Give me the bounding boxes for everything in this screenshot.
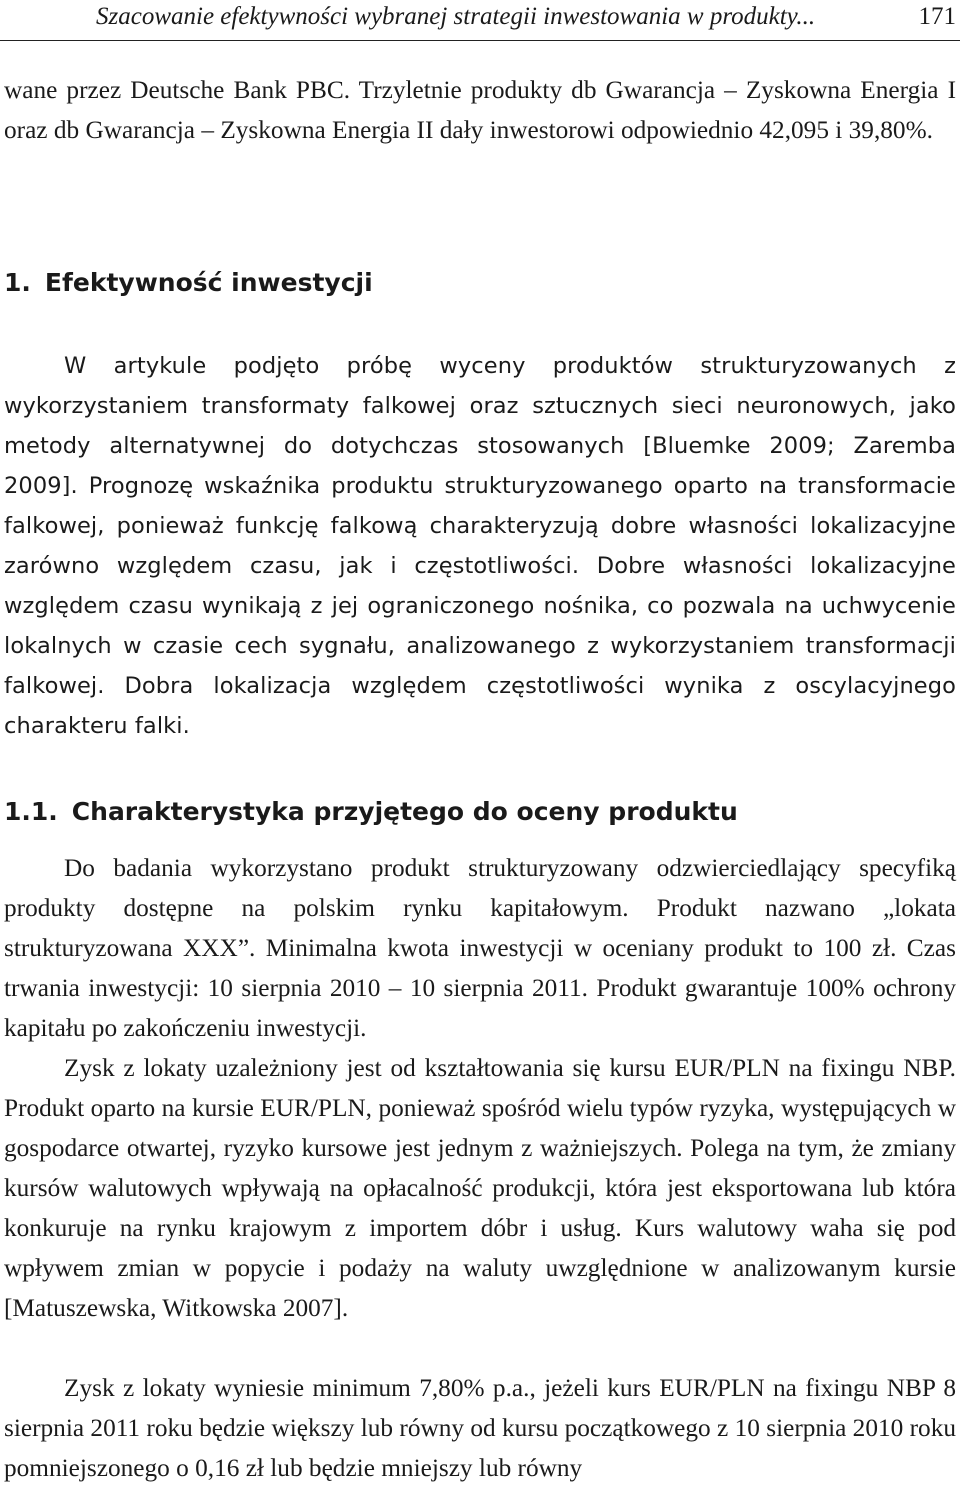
body-paragraph: Zysk z lokaty wyniesie minimum 7,80% p.a., jeżeli kurs EUR/PLN na fixingu NBP 8 sierpnia 2011 roku będzie większy lub równy od kursu początkowego z 10 sierpnia 2010 roku pomniejszonego o 0,16 zł lub będzie mniejszy lub równy xyxy=(4,1374,956,1482)
section-1-paragraph: W artykule podjęto próbę wyceny produktów strukturyzowanych z wykorzystaniem transformaty falkowej oraz sztucznych sieci neuronowych, jako metody alternatywnej do dotychczas stosowanych [Bluemke 2009; Zaremba 2009]. Prognozę wskaźnika produktu strukturyzowanego oparto na transformacie falkowej, ponieważ funkcję falkową charakteryzują dobre własności lokalizacyjne zarówno względem czasu, jak i częstotliwości. Dobre własności lokalizacyjne względem czasu wynikają z jej ograniczonego nośnika, co pozwala na uchwycenie lokalnych w czasie cech sygnału, analizowanego z wykorzystaniem transformacji falkowej. Dobra lokalizacja względem częstotliwości wynika z oscylacyjnego charakteru falki. xyxy=(4,353,956,739)
running-header xyxy=(0,0,960,41)
body-paragraph: Do badania wykorzystano produkt strukturyzowany odzwierciedlający specyfiką produkty dostępne na polskim rynku kapitałowym. Produkt nazwano „lokata strukturyzowana XXX”. Minimalna kwota inwestycji w oceniany produkt to 100 zł. Czas trwania inwestycji: 10 sierpnia 2010 – 10 sierpnia 2011. Produkt gwarantuje 100% ochrony kapitału po zakończeniu inwestycji. xyxy=(4,854,956,1042)
section-heading-1-1 xyxy=(4,797,738,827)
page-number: 171 xyxy=(918,3,956,30)
subsection-number: 1.1. xyxy=(4,797,58,826)
body-paragraph: Zysk z lokaty uzależniony jest od kształtowania się kursu EUR/PLN na fixingu NBP. Produkt oparto na kursie EUR/PLN, ponieważ spośród wielu typów ryzyka, występujących w gospodarce otwartej, ryzyko kursowe jest jednym z ważniejszych. Polega na tym, że zmiany kursów walutowych wpływają na opłacalność produkcji, która jest eksportowana lub która konkuruje na rynku krajowym z importem dóbr i usług. Kurs walutowy waha się pod wpływem zmian w popycie i podaży na waluty uwzględnione w analizowanym kursie [Matuszewska, Witkowska 2007]. xyxy=(4,1054,956,1322)
section-title: Efektywność inwestycji xyxy=(44,268,373,297)
running-title: Szacowanie efektywności wybranej strategii inwestowania w produkty... xyxy=(96,3,816,30)
section-heading-1 xyxy=(4,268,373,298)
section-number: 1. xyxy=(4,268,31,297)
subsection-title: Charakterystyka przyjętego do oceny produktu xyxy=(71,797,738,826)
intro-paragraph: wane przez Deutsche Bank PBC. Trzyletnie produkty db Gwarancja – Zyskowna Energia I oraz db Gwarancja – Zyskowna Energia II dały inwestorowi odpowiednio 42,095 i 39,80%. xyxy=(4,76,956,144)
